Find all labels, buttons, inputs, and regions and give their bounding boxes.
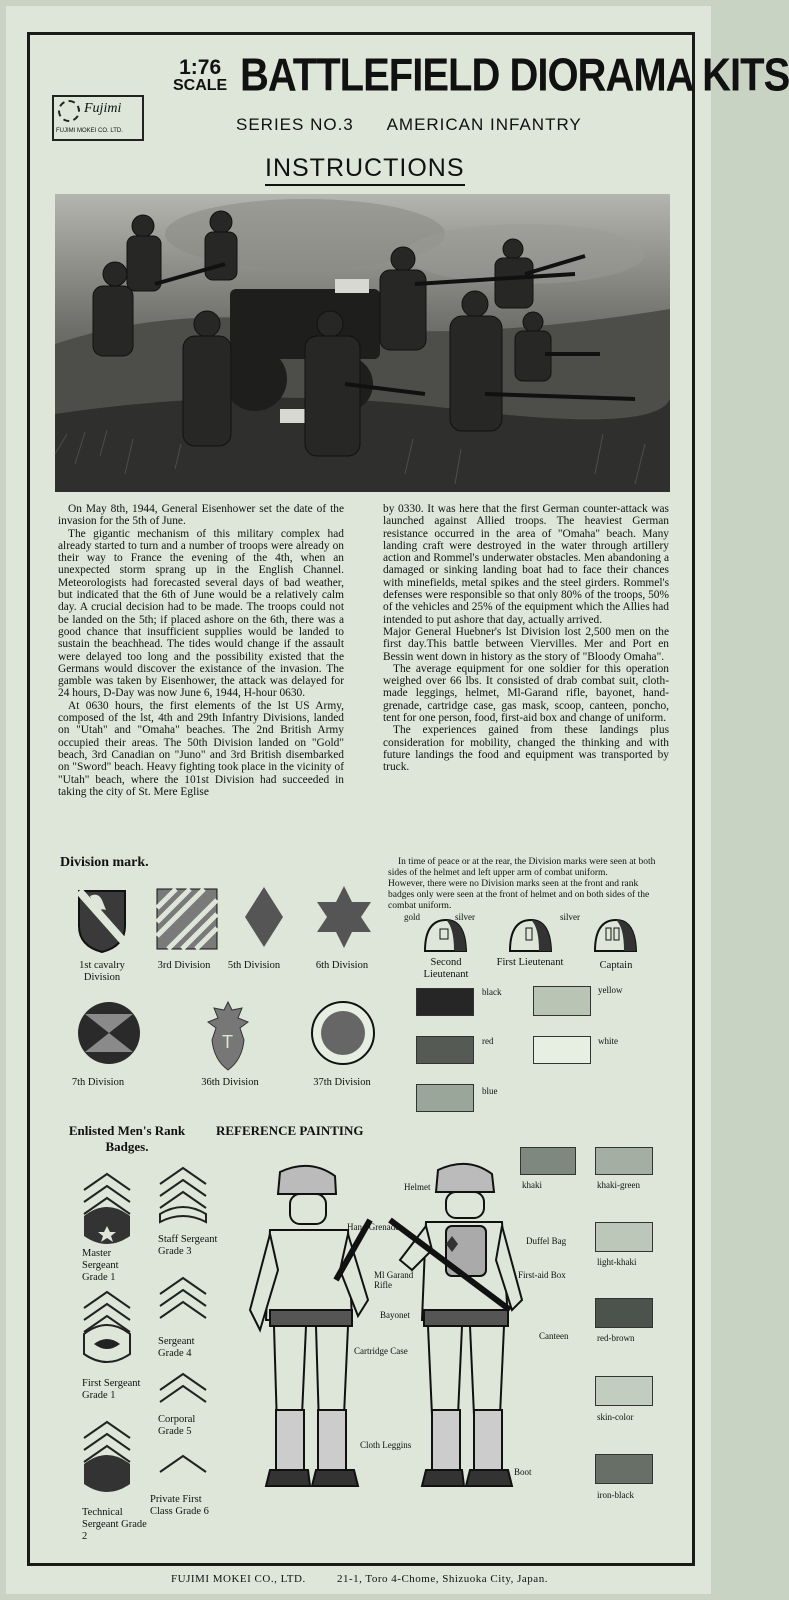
swatch-label: iron-black: [597, 1490, 634, 1500]
footer-address: 21-1, Toro 4-Chome, Shizuoka City, Japan.: [336, 1573, 548, 1585]
rank-caption: Private First Class Grade 6: [150, 1494, 209, 1517]
helmet-color-label: silver: [560, 912, 580, 922]
corporal-badge-icon: [158, 1372, 208, 1408]
helmet-icon: [505, 915, 555, 955]
rank-caption: Staff Sergeant Grade 3: [158, 1234, 218, 1257]
swatch-label: yellow: [598, 985, 623, 995]
swatch-red: [416, 1036, 474, 1064]
ring-circle-icon: [310, 1000, 376, 1066]
series-subject: AMERICAN INFANTRY: [386, 115, 582, 134]
first-sergeant-badge-icon: [82, 1290, 132, 1374]
cavalry-shield-icon: [76, 888, 128, 954]
history-text-column-2: [383, 503, 669, 774]
division-mark-heading: Division mark.: [60, 855, 149, 870]
callout-label: Ml Garand Rifle: [374, 1270, 414, 1290]
swatch-label: blue: [482, 1086, 498, 1096]
swatch-label: khaki-green: [597, 1180, 640, 1190]
paragraph: The average equipment for one soldier for this operation weighed over 66 lbs. It consisted of drab combat suit, cloth-made leggings, helmet, Ml-Garand rifle, bayonet, hand-grenade, cartridge case, gas mask, scoop, canteen, poncho, tent for one person, food, first-aid box and change of uniform.: [383, 662, 669, 725]
paragraph: The gigantic mechanism of this military complex had already started to turn and a number of troops were already on their way to France the evening of the 4th, when an unexpected storm sprang up in the English Channel. Meteorologists had forecasted several days of bad weather, but indicated that the 6th of June would be a relatively calm day. A crucial decision had to be made. The troops could not be landed on the 5th; if placed ashore on the 6th, there was a good chance that insufficient supplies would be landed to sustain the beachhead. The tides would change if the assault were delayed too long and the possibility existed that the Germans would discover the existance of the invasion. The gamble was taken by Eisenhower, the attack was delayed for 24 hours, D-Day was now June 6, 1944, H-hour 0630.: [58, 527, 344, 700]
callout-label: First-aid Box: [518, 1270, 566, 1280]
svg-text:T: T: [222, 1032, 233, 1052]
callout-label: Canteen: [539, 1331, 569, 1341]
rank-caption: Technical Sergeant Grade 2: [82, 1507, 147, 1542]
paragraph: The experiences gained from these landings plus consideration for mobility, changed the thinking and with future landings the food and equipment was transported by truck.: [383, 724, 669, 774]
series-line: [236, 115, 610, 135]
master-sergeant-badge-icon: [82, 1172, 132, 1256]
reference-painting-heading: REFERENCE PAINTING: [216, 1123, 364, 1138]
callout-label: Boot: [514, 1467, 532, 1477]
division-caption: 5th Division: [227, 960, 281, 971]
division-caption: 7th Division: [71, 1077, 125, 1088]
officer-rank-caption: Captain: [599, 960, 633, 971]
division-caption: 3rd Division: [157, 960, 211, 971]
division-caption: 37th Division: [313, 1077, 371, 1088]
swatch-label: white: [598, 1036, 618, 1046]
rank-caption: Master Sergeant Grade 1: [82, 1248, 119, 1283]
swatch-label: red: [482, 1036, 494, 1046]
helmet-icon: [420, 915, 470, 955]
swatch-white: [533, 1036, 591, 1064]
swatch-yellow: [533, 986, 591, 1016]
diamond-icon: [243, 885, 285, 949]
swatch-label: skin-color: [597, 1412, 634, 1422]
callout-label: Cartridge Case: [354, 1346, 408, 1356]
paragraph: Major General Huebner's lst Division lost 2,500 men on the first day.This battle between Viervilles. Mer and Port en Bessin went down in history as the story of "Bloody Omaha".: [383, 625, 669, 663]
paragraph: At 0630 hours, the first elements of the lst US Army, composed of the lst, 4th and 29th Infantry Divisions, landed on "Utah" and "Omaha" beaches. The 2nd British Army occupied their areas. The 50th Division landed on "Gold" beach, 3rd Canadian on "Juno" and 3rd British disembarked on "Sword" beach. Heavy fighting took place in the vicinity of "Utah" beach, where the 101st Division had succeeded in taking the city of St. Mere Eglise: [58, 699, 344, 798]
series-number: SERIES NO.3: [236, 115, 354, 134]
swatch-iron-black: [595, 1454, 653, 1484]
six-point-star-icon: [314, 884, 374, 950]
callout-label: Helmet: [404, 1182, 431, 1192]
swatch-label: black: [482, 987, 502, 997]
technical-sergeant-badge-icon: [82, 1420, 132, 1504]
helmet-color-label: gold: [404, 912, 421, 922]
helmet-color-label: silver: [455, 912, 475, 922]
rank-badges-heading: Enlisted Men's Rank Badges.: [68, 1123, 186, 1154]
swatch-skin-color: [595, 1376, 653, 1406]
note-paragraph: In time of peace or at the rear, the Division marks were seen at both sides of the helmet and left upper arm of combat uniform.: [388, 857, 656, 878]
swatch-label: light-khaki: [597, 1257, 637, 1267]
page-title: BATTLEFIELD DIORAMA KITS: [240, 50, 789, 101]
division-caption: 6th Division: [315, 960, 369, 971]
helmet-icon: [590, 915, 640, 955]
officer-rank-caption: Second Lieutenant: [423, 957, 469, 980]
paragraph: by 0330. It was here that the first German counter-attack was launched against Allied troops. The heaviest German resistance occurred in the area of "Omaha" beach. Many landing craft were destroyed in the water through artillery action and Rommel's underwater obstacles. Men abandoning a damaged or sinking landing boat had to face their chances with minefields, metal spikes and the steel girders. Rommel's defenses were responsible so that only 80% of the troops, 50% of the vehicles and 25% of the equipment which the Allies had intended to put ashore that day, actually arrived.: [383, 503, 669, 626]
swatch-light-khaki: [595, 1222, 653, 1252]
callout-label: Bayonet: [380, 1310, 410, 1320]
diagonal-stripes-square-icon: [156, 888, 218, 950]
swatch-red-brown: [595, 1298, 653, 1328]
sergeant-badge-icon: [158, 1276, 208, 1322]
callout-label: Duffel Bag: [526, 1236, 567, 1246]
footer: [0, 1573, 719, 1585]
instructions-heading: INSTRUCTIONS: [265, 154, 465, 186]
box-art-illustration: [55, 194, 670, 492]
scale-word: SCALE: [173, 76, 228, 94]
footer-company: FUJIMI MOKEI CO., LTD.: [171, 1573, 306, 1585]
brand-name: Fujimi: [84, 101, 122, 116]
callout-label: Hand Grenade: [347, 1222, 400, 1232]
rank-caption: Sergeant Grade 4: [158, 1336, 195, 1359]
swatch-khaki-green: [595, 1147, 653, 1175]
scale-ratio: 1:76: [179, 56, 222, 79]
officer-rank-caption: First Lieutenant: [496, 957, 564, 968]
history-text-column-1: [58, 503, 344, 798]
swatch-khaki: [520, 1147, 576, 1175]
division-caption: 36th Division: [201, 1077, 259, 1088]
staff-sergeant-badge-icon: [158, 1166, 208, 1230]
fujimi-logo: [52, 95, 144, 141]
brand-company: FUJIMI MOKEI CO. LTD.: [56, 128, 123, 134]
paragraph: On May 8th, 1944, General Eisenhower set the date of the invasion for the 5th of June.: [58, 503, 344, 528]
callout-label: Cloth Leggins: [360, 1440, 412, 1450]
note-paragraph: However, there were no Division marks seen at the front and rank badges only were seen at the front of helmet and on both sides of the combat uniform.: [388, 879, 650, 911]
private-first-class-badge-icon: [158, 1452, 208, 1476]
hourglass-circle-icon: [76, 1000, 142, 1066]
swatch-black: [416, 988, 474, 1016]
swatch-label: red-brown: [597, 1333, 635, 1343]
scale-label: [173, 58, 227, 93]
swatch-blue: [416, 1084, 474, 1112]
rank-caption: First Sergeant Grade 1: [82, 1378, 141, 1401]
swatch-label: khaki: [522, 1180, 542, 1190]
rank-caption: Corporal Grade 5: [158, 1414, 196, 1437]
division-mark-note: [388, 857, 663, 912]
sun-emblem-icon: [58, 100, 80, 122]
arrowhead-icon: [202, 1000, 254, 1072]
division-caption: 1st cavalry Division: [79, 960, 125, 983]
soldier-illustration: [240, 1160, 550, 1560]
